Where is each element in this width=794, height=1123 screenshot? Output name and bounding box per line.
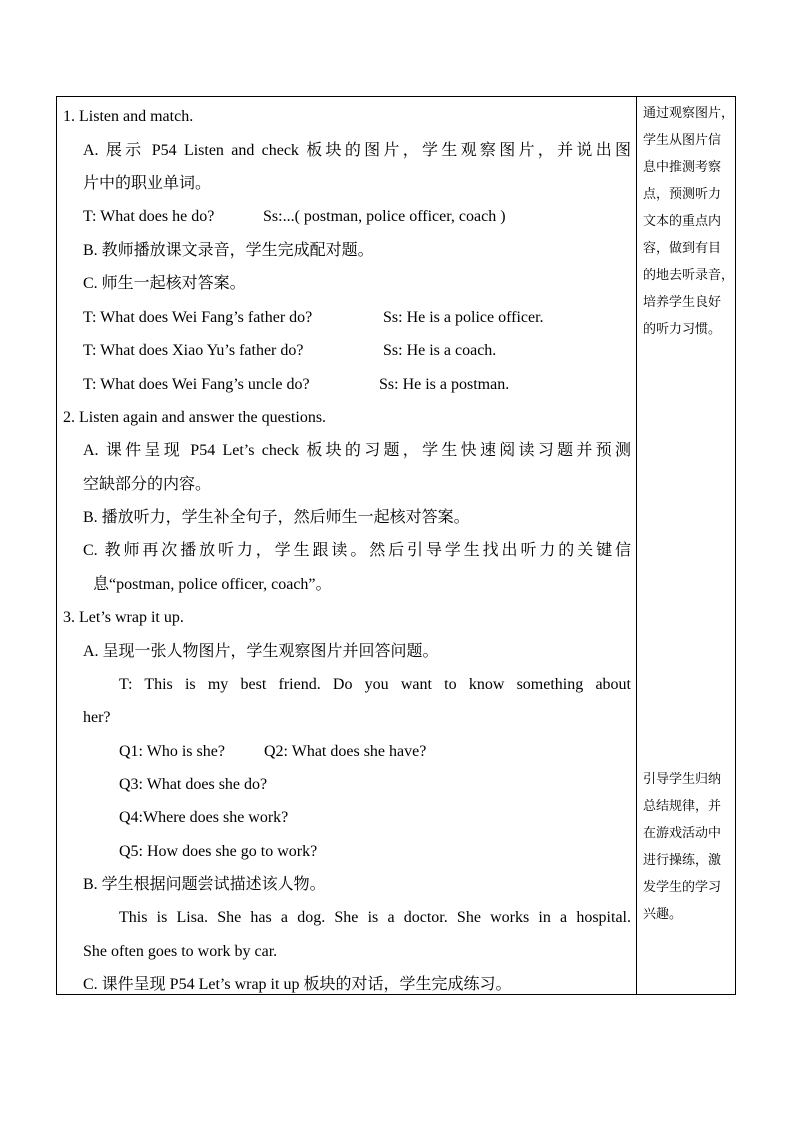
students-answer: Ss: He is a police officer. bbox=[383, 309, 544, 326]
section-2-step-c-line2: 息“postman, police officer, coach”。 bbox=[93, 576, 332, 593]
section-3-description-line2: She often goes to work by car. bbox=[83, 943, 278, 960]
question-3: Q3: What does she do? bbox=[119, 776, 268, 793]
note-2-line: 兴趣。 bbox=[643, 907, 683, 922]
note-1-line: 息中推测考察 bbox=[643, 160, 722, 175]
section-1-step-c: C. 师生一起核对答案。 bbox=[83, 275, 246, 292]
dialogue-line bbox=[83, 308, 544, 328]
procedure-cell bbox=[57, 97, 636, 994]
teacher-question: T: What does he do? bbox=[83, 208, 215, 225]
note-2-line: 总结规律，并 bbox=[643, 799, 722, 814]
section-2-step-b: B. 播放听力，学生补全句子，然后师生一起核对答案。 bbox=[83, 509, 470, 526]
note-1-line: 点，预测听力 bbox=[643, 187, 722, 202]
note-1-line: 容，做到有目 bbox=[643, 241, 722, 256]
teacher-question: T: What does Wei Fang’s father do? bbox=[83, 309, 313, 326]
students-answer: Ss: He is a postman. bbox=[379, 376, 510, 393]
section-2-step-a-line2: 空缺部分的内容。 bbox=[83, 476, 212, 493]
question-5: Q5: How does she go to work? bbox=[119, 843, 318, 860]
dialogue-line bbox=[83, 207, 506, 227]
note-1-line: 的地去听录音， bbox=[643, 268, 735, 283]
lesson-table bbox=[56, 96, 736, 995]
question-4: Q4:Where does she work? bbox=[119, 809, 289, 826]
teacher-question: T: What does Xiao Yu’s father do? bbox=[83, 342, 304, 359]
section-3-step-a: A. 呈现一张人物图片，学生观察图片并回答问题。 bbox=[83, 643, 439, 660]
students-answer: Ss:...( postman, police officer, coach ) bbox=[263, 208, 506, 225]
note-2-line: 引导学生归纳 bbox=[643, 772, 722, 787]
teacher-question: T: What does Wei Fang’s uncle do? bbox=[83, 376, 310, 393]
note-1-line: 文本的重点内 bbox=[643, 214, 722, 229]
students-answer: Ss: He is a coach. bbox=[383, 342, 497, 359]
section-1-step-b: B. 教师播放课文录音，学生完成配对题。 bbox=[83, 242, 374, 259]
section-1-heading: 1. Listen and match. bbox=[63, 108, 194, 125]
section-3-heading: 3. Let’s wrap it up. bbox=[63, 609, 184, 626]
section-1-step-a-line2: 片中的职业单词。 bbox=[83, 175, 212, 192]
note-1-line: 的听力习惯。 bbox=[643, 322, 722, 337]
question-line bbox=[119, 742, 426, 762]
note-2-line: 在游戏活动中 bbox=[643, 826, 722, 841]
note-2-line: 发学生的学习 bbox=[643, 880, 722, 895]
section-2-step-a-line1: A. 课件呈现 P54 Let’s check 板块的习题，学生快速阅读习题并预测 bbox=[83, 442, 631, 459]
question-2: Q2: What does she have? bbox=[264, 743, 427, 760]
section-3-step-b: B. 学生根据问题尝试描述该人物。 bbox=[83, 876, 326, 893]
note-1-line: 学生从图片信 bbox=[643, 133, 722, 148]
dialogue-line bbox=[83, 375, 509, 395]
section-2-step-c-line1: C. 教师再次播放听力，学生跟读。然后引导学生找出听力的关键信 bbox=[83, 542, 631, 559]
section-3-teacher-line1: T: This is my best friend. Do you want to know something about bbox=[119, 676, 631, 693]
note-1-line: 通过观察图片， bbox=[643, 106, 735, 121]
section-3-description-line1: This is Lisa. She has a dog. She is a doctor. She works in a hospital. bbox=[119, 909, 631, 926]
section-3-teacher-line2: her? bbox=[83, 709, 111, 726]
question-1: Q1: Who is she? bbox=[119, 743, 225, 760]
dialogue-line bbox=[83, 341, 496, 361]
section-2-heading: 2. Listen again and answer the questions. bbox=[63, 409, 327, 426]
note-1-line: 培养学生良好 bbox=[643, 295, 722, 310]
note-2-line: 进行操练，激 bbox=[643, 853, 722, 868]
section-3-step-c: C. 课件呈现 P54 Let’s wrap it up 板块的对话，学生完成练习。 bbox=[83, 976, 512, 993]
section-1-step-a-line1: A. 展示 P54 Listen and check 板块的图片，学生观察图片，并说出图 bbox=[83, 142, 631, 159]
design-intent-cell bbox=[637, 97, 735, 994]
